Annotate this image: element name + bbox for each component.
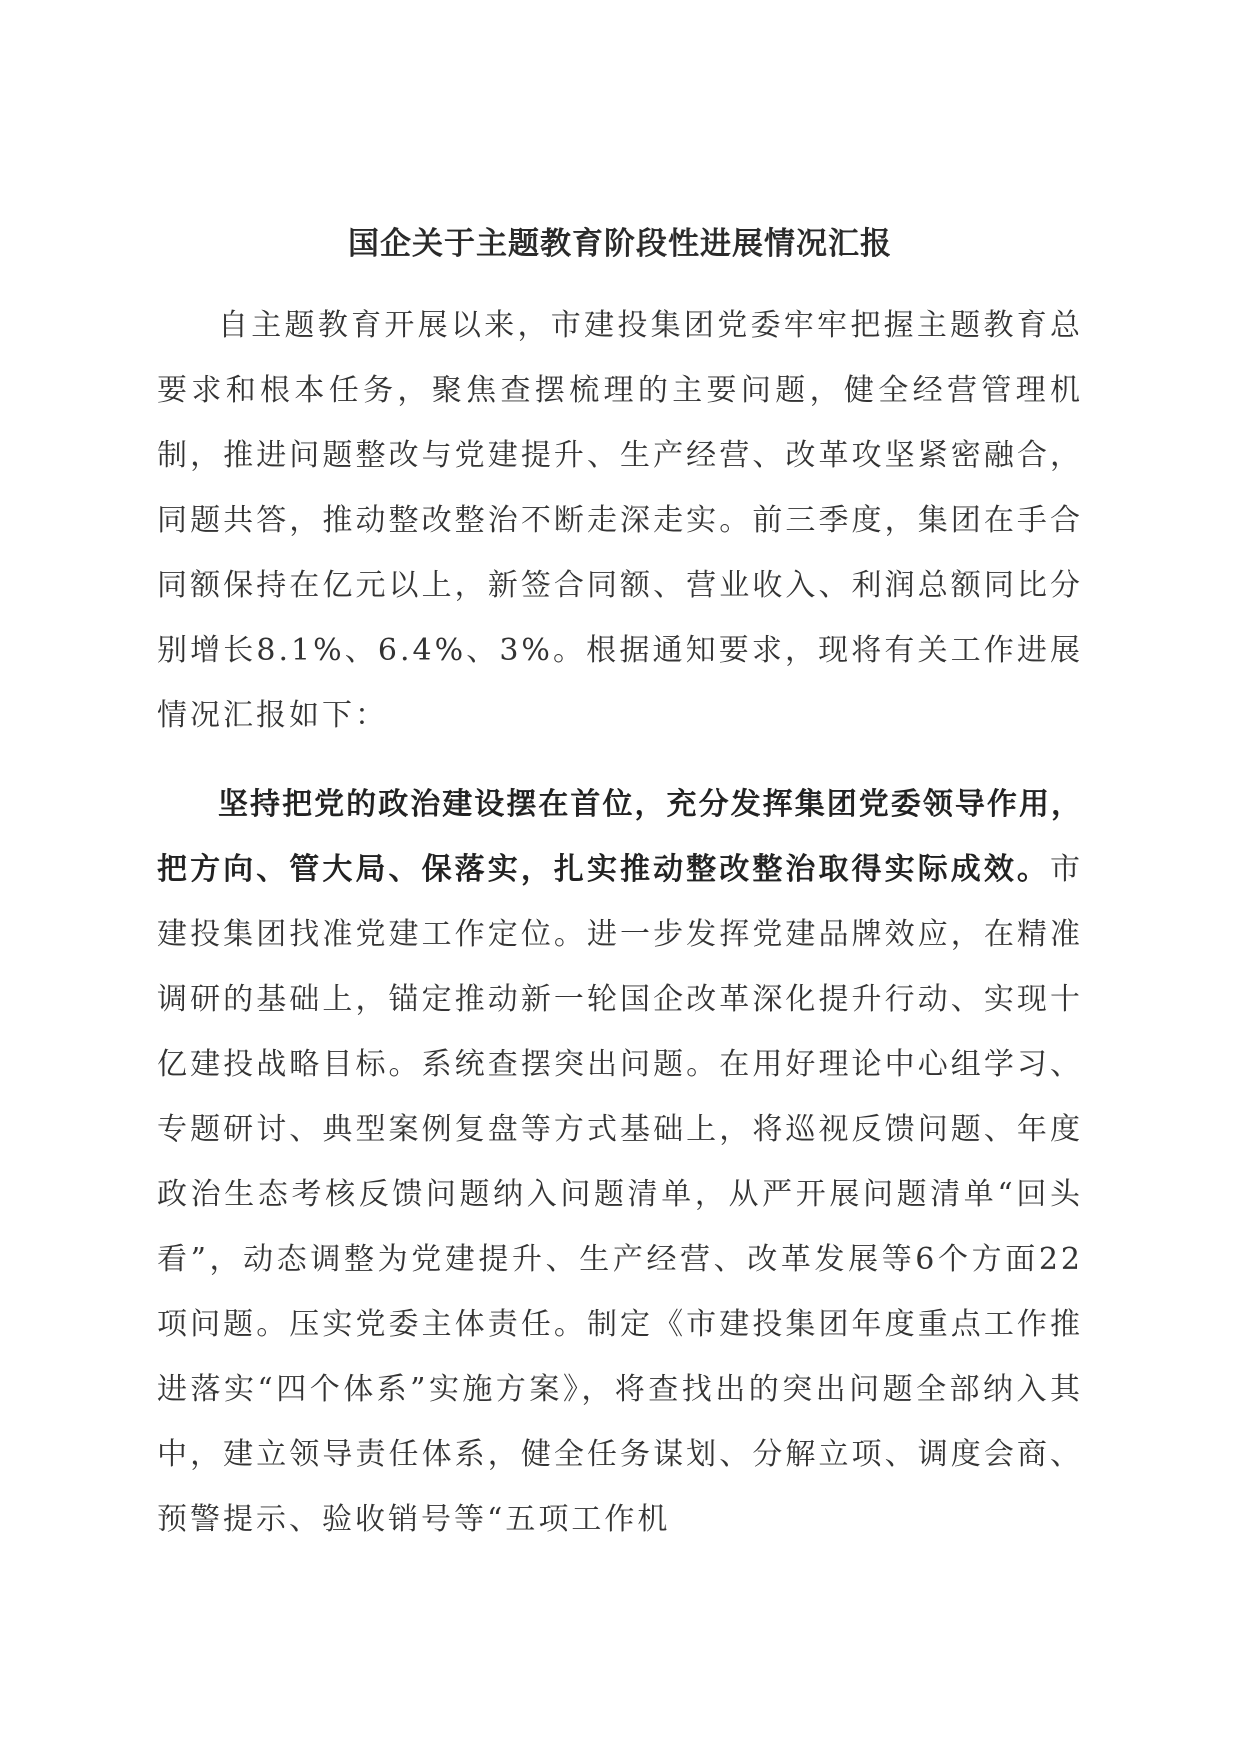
paragraph-body: 市建投集团找准党建工作定位。进一步发挥党建品牌效应，在精准调研的基础上，锚定推动新一轮国企改革深化提升行动、实现十亿建投战略目标。系统查摆突出问题。在用好理论中心组学习、专题研讨、典型案例复盘等方式基础上，将巡视反馈问题、年度政治生态考核反馈问题纳入问题清单，从严开展问题清单“回头看”，动态调整为党建提升、生产经营、改革发展等6个方面22项问题。压实党委主体责任。制定《市建投集团年度重点工作推进落实“四个体系”实施方案》，将查找出的突出问题全部纳入其中，建立领导责任体系，健全任务谋划、分解立项、调度会商、预警提示、验收销号等“五项工作机 (157, 852, 1083, 1537)
paragraph-intro: 自主题教育开展以来，市建投集团党委牢牢把握主题教育总要求和根本任务，聚焦查摆梳理的主要问题，健全经营管理机制，推进问题整改与党建提升、生产经营、改革攻坚紧密融合，同题共答，推动整改整治不断走深走实。前三季度，集团在手合同额保持在亿元以上，新签合同额、营业收入、利润总额同比分别增长8.1%、6.4%、3%。根据通知要求，现将有关工作进展情况汇报如下： (157, 308, 1083, 733)
paragraph-lead-bold: 坚持把党的政治建设摆在首位，充分发挥集团党委领导作用，把方向、管大局、保落实，扎实推动整改整治取得实际成效。 (157, 787, 1083, 887)
document-title: 国企关于主题教育阶段性进展情况汇报 (348, 226, 892, 262)
paragraph-section-1 (157, 772, 1083, 1552)
